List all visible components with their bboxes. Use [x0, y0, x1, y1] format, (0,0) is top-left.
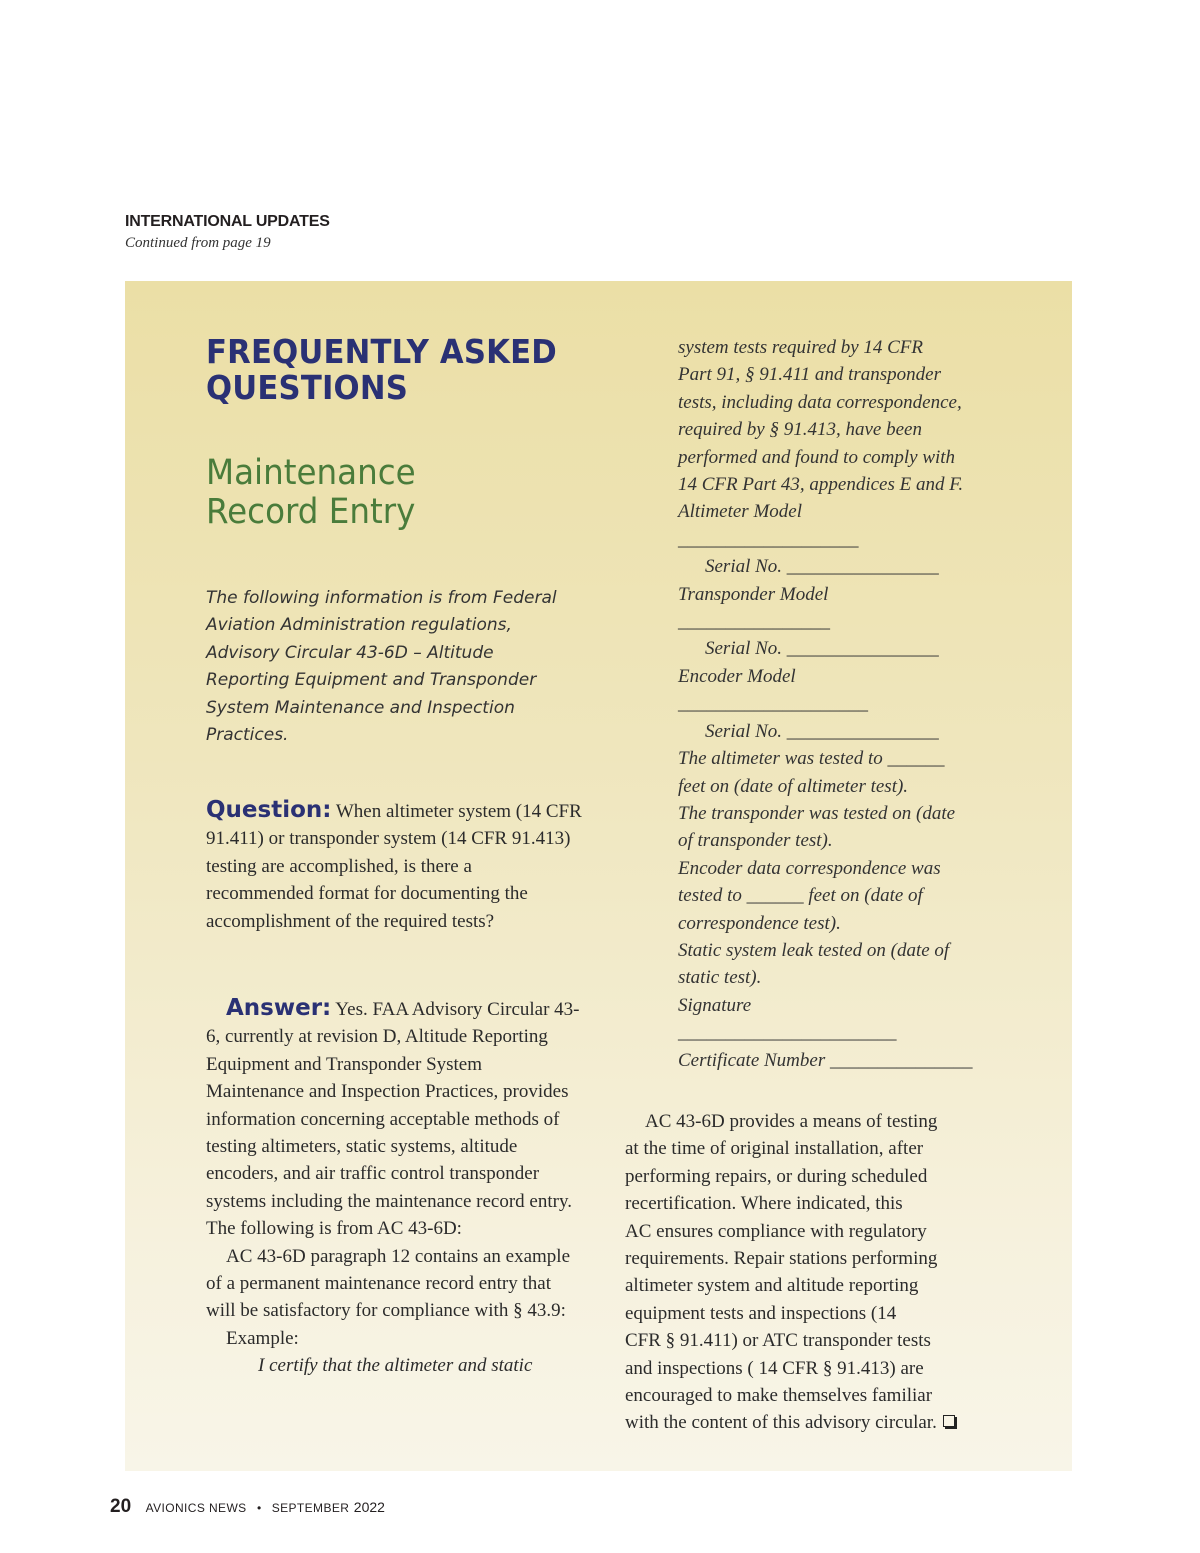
publication-name: AVIONICS NEWS	[145, 1501, 247, 1515]
form-line: Serial No. ________________	[705, 556, 939, 578]
closing-line: requirements. Repair stations performing	[625, 1248, 938, 1270]
closing-line: equipment tests and inspections (14	[625, 1302, 897, 1324]
cert-line: tests, including data correspondence,	[678, 391, 962, 413]
form-line: Signature	[678, 994, 752, 1016]
closing-line-last: with the content of this advisory circular.	[625, 1409, 1005, 1436]
answer-block	[206, 995, 584, 1380]
cert-line: required by § 91.413, have been	[678, 419, 922, 441]
closing-line: at the time of original installation, after	[625, 1138, 924, 1160]
cert-line: Part 91, § 91.411 and transponder	[678, 364, 942, 386]
closing-line: and inspections ( 14 CFR § 91.413) are	[625, 1357, 924, 1379]
question-text: When altimeter system (14 CFR 91.411) or transponder system (14 CFR 91.413) testing are accomplished, is there a recommended format for documenting the accomplishment of the required tests?	[206, 801, 582, 932]
closing-paragraph	[625, 1108, 1005, 1437]
closing-line: altimeter system and altitude reporting	[625, 1275, 919, 1297]
form-line: ________________	[678, 611, 830, 633]
form-line: Transponder Model	[678, 583, 829, 605]
form-line: feet on (date of altimeter test).	[678, 775, 909, 797]
form-line: ____________________	[678, 693, 868, 715]
form-line: ___________________	[678, 528, 859, 550]
intro-text: The following information is from Federal Aviation Administration regulations, Advisory Circular 43-6D – Altitude Reporting Equipment and Transponder System Maintenance and Inspection Practices.	[206, 588, 557, 746]
answer-text: Yes. FAA Advisory Circular 43-6, currently at revision D, Altitude Reporting Equipment and Transponder System Maintenance and Inspection Practices, provides information concerning acceptable methods of testing altimeters, static systems, altitude encoders, and air traffic control transponder systems including the maintenance record entry. The following is from AC 43-6D:	[206, 999, 580, 1240]
end-of-article-icon	[943, 1415, 955, 1427]
form-line: Serial No. ________________	[705, 638, 939, 660]
closing-line: recertification. Where indicated, this	[625, 1193, 903, 1215]
example-label: Example:	[226, 1327, 299, 1349]
cert-line: system tests required by 14 CFR	[678, 337, 924, 358]
closing-line: AC 43-6D provides a means of testing	[645, 1111, 938, 1132]
form-line: Certificate Number _______________	[678, 1049, 973, 1071]
form-line: of transponder test).	[678, 830, 833, 852]
form-line: Encoder data correspondence was	[678, 857, 941, 879]
faq-title: FREQUENTLY ASKED QUESTIONS	[206, 332, 557, 407]
form-line: Altimeter Model	[678, 501, 802, 523]
certification-form	[678, 334, 1018, 1074]
closing-line: AC ensures compliance with regulatory	[625, 1220, 927, 1242]
cert-line: performed and found to comply with	[678, 446, 956, 468]
closing-line: performing repairs, or during scheduled	[625, 1165, 928, 1187]
page-footer	[110, 1496, 385, 1518]
paragraph-12-text: AC 43-6D paragraph 12 contains an example of a permanent maintenance record entry that will be satisfactory for compliance with § 43.9:	[206, 1245, 571, 1322]
footer-separator: •	[257, 1501, 262, 1515]
closing-line: CFR § 91.411) or ATC transponder tests	[625, 1330, 931, 1352]
question-block	[206, 797, 584, 935]
section-label: INTERNATIONAL UPDATES	[125, 213, 330, 230]
issue-year: 2022	[353, 1499, 385, 1515]
form-line: The transponder was tested on (date	[678, 802, 956, 824]
form-line: Static system leak tested on (date of	[678, 939, 950, 961]
article-subtitle: Maintenance Record Entry	[206, 453, 416, 532]
answer-label: Answer:	[226, 995, 332, 1021]
form-line: static test).	[678, 967, 762, 989]
form-line: The altimeter was tested to ______	[678, 748, 945, 770]
cert-line: 14 CFR Part 43, appendices E and F.	[678, 474, 964, 496]
issue-month: SEPTEMBER	[271, 1501, 350, 1515]
page-number: 20	[110, 1496, 132, 1517]
question-label: Question:	[206, 797, 332, 823]
certification-start: I certify that the altimeter and static	[258, 1355, 533, 1377]
form-line: Encoder Model	[678, 665, 796, 687]
form-line: _______________________	[678, 1022, 897, 1044]
form-line: tested to ______ feet on (date of	[678, 885, 923, 907]
form-fields	[678, 498, 1018, 1074]
closing-line: encouraged to make themselves familiar	[625, 1385, 933, 1407]
continued-note: Continued from page 19	[125, 235, 271, 251]
form-line: correspondence test).	[678, 912, 841, 934]
form-line: Serial No. ________________	[705, 720, 939, 742]
